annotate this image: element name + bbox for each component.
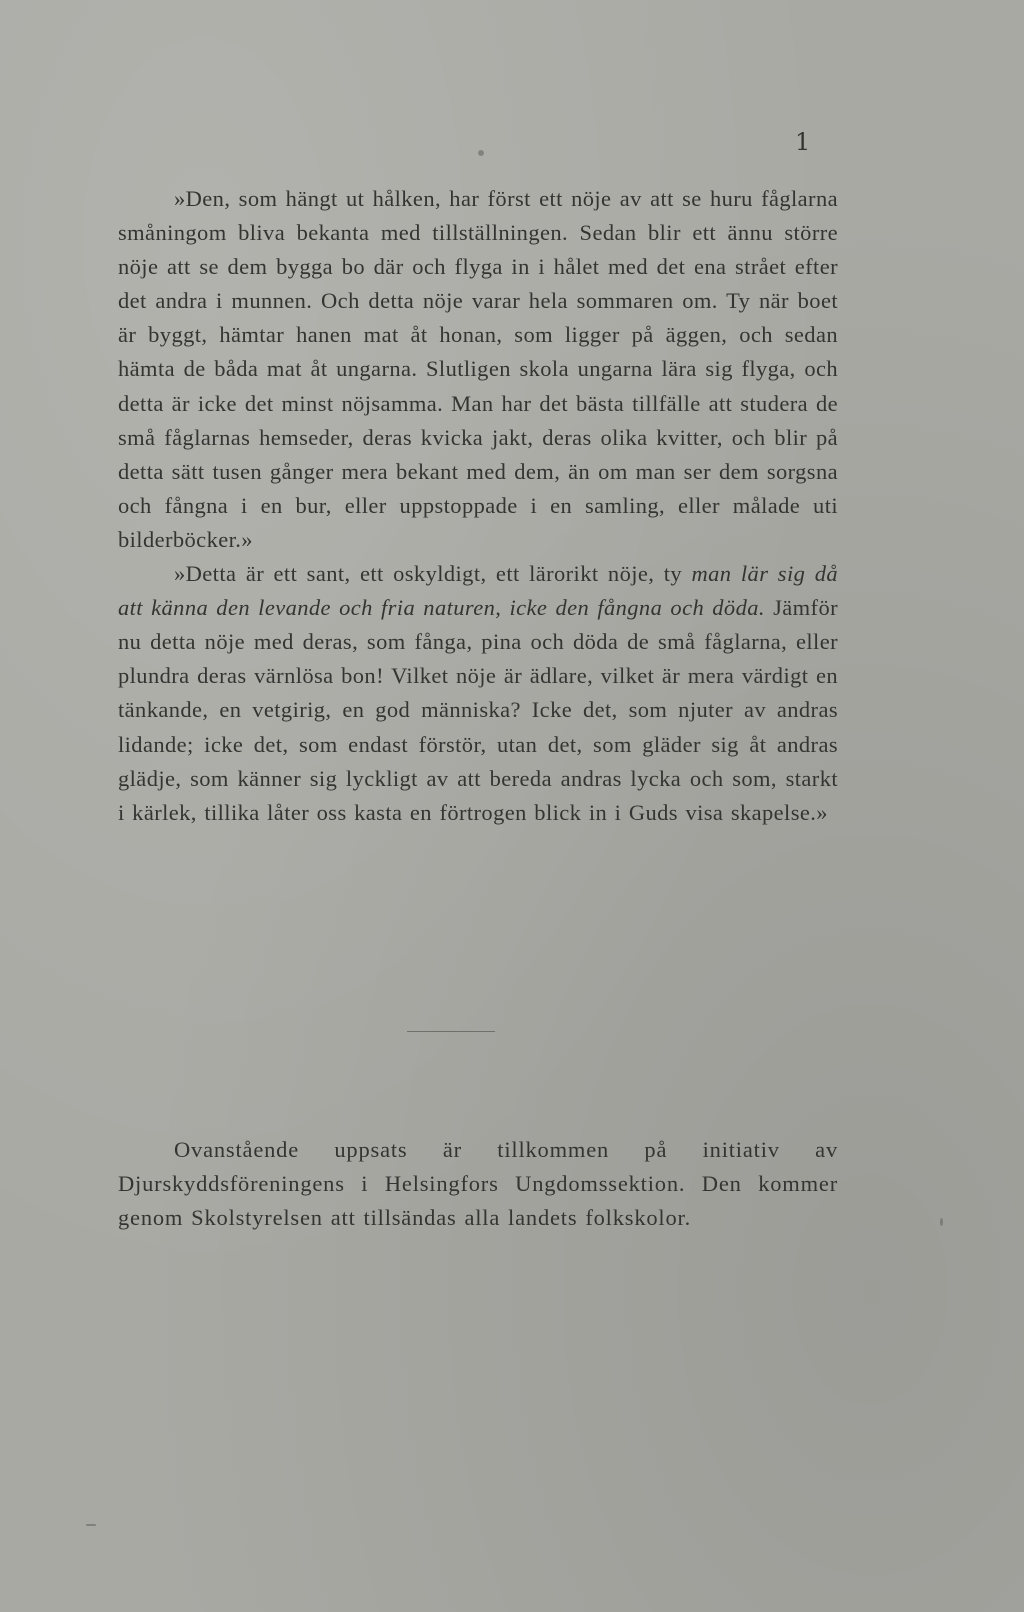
paragraph-1: »Den, som hängt ut hålken, har först ett nöje av att se huru fåglarna småningom bliva bekanta med tillställningen. Sedan blir ett ännu större nöje att se dem bygga bo där och flyga in i hålet med det ena strået efter det andra i munnen. Och detta nöje varar hela sommaren om. Ty när boet är byggt, hämtar hanen mat åt honan, som ligger på äggen, och sedan hämta de båda mat åt ungarna. Slutligen skola ungarna lära sig flyga, och detta är icke det minst nöjsamma. Man har det bästa tillfälle att studera de små fåglarnas hemseder, deras kvicka jakt, deras olika kvitter, och blir på detta sätt tusen gånger mera bekant med dem, än om man ser dem sorgsna och fångna i en bur, eller uppstoppade i en samling, eller målade uti bilderböcker.» bbox=[118, 186, 838, 552]
ink-speck bbox=[86, 1524, 96, 1526]
page-number: 1 bbox=[795, 128, 811, 156]
paragraph-2-italic: man lär sig då att känna den levande och fria naturen, icke den fångna och döda. bbox=[118, 561, 838, 621]
paragraph-2-start: »Detta är ett sant, ett oskyldigt, ett lärorikt nöje, ty bbox=[174, 561, 683, 587]
ink-speck bbox=[478, 150, 484, 156]
section-separator bbox=[407, 1031, 495, 1032]
footer-note bbox=[118, 1133, 838, 1235]
body-text bbox=[118, 182, 838, 830]
paragraph-2-end: Jämför nu detta nöje med deras, som fånga, pina och döda de små fåglarna, eller plundra deras värnlösa bon! Vilket nöje är ädlare, vilket är mera värdigt en tänkande, en vetgirig, en god människa? Icke det, som njuter av andras lidande; icke det, som endast förstör, utan det, som gläder sig åt andras glädje, som känner sig lyckligt av att bereda andras lycka och som, starkt i kärlek, tillika låter oss kasta en förtrogen blick in i Guds visa skapelse.» bbox=[118, 595, 838, 825]
ink-speck bbox=[940, 1218, 943, 1226]
paragraph-2 bbox=[118, 557, 838, 830]
footer-paragraph: Ovanstående uppsats är tillkommen på initiativ av Djurskyddsföreningens i Helsingfors Ungdomssektion. Den kommer genom Skolstyrelsen att tillsändas alla landets folkskolor. bbox=[118, 1137, 838, 1231]
